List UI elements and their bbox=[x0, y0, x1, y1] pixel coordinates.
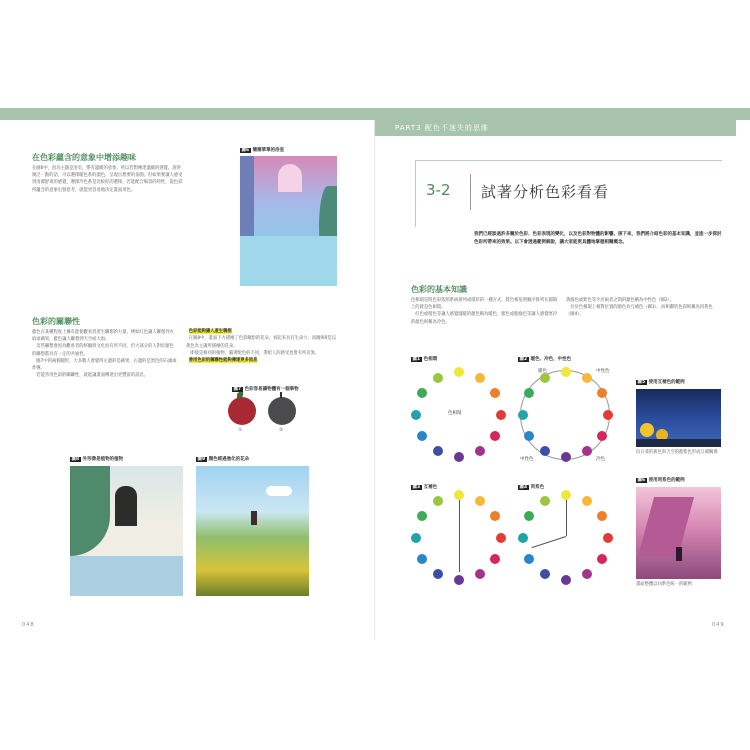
cool-label: 冷色 bbox=[596, 457, 605, 462]
analogous-wheel bbox=[518, 490, 614, 586]
chapter-title: 試著分析色彩看看 bbox=[481, 183, 610, 201]
figure-number: 圖8 bbox=[71, 457, 80, 462]
part-title: 配色不迷失的思維 bbox=[424, 124, 489, 132]
figure-number: 圖3 bbox=[412, 485, 421, 490]
leaf-icon bbox=[237, 392, 243, 398]
figure-caption: 互補色 bbox=[423, 485, 438, 490]
header-band bbox=[0, 108, 750, 120]
section-text-basics-col1: 色相環是將色彩依照系統排列成環狀的一種方式，將色相依照順序排列在圓環上的就是色相環。 紅色或橙色等讓人感覺溫暖的顏色稱為暖色，藍色或藍綠色等讓人感覺寒冷的顏色則稱為冷色。 bbox=[411, 298, 558, 325]
figure-number: 圖6 bbox=[241, 148, 250, 153]
figure-5-description: 向日葵的黃色與天空的藍紫色形成互補關係 bbox=[636, 450, 718, 455]
page-number-left: 048 bbox=[22, 622, 35, 628]
pink-scene-illustration bbox=[636, 487, 721, 579]
temperature-wheel bbox=[518, 367, 614, 463]
figure-label-6-right bbox=[636, 477, 685, 483]
figure-label-6 bbox=[240, 147, 284, 153]
figure-label-1 bbox=[411, 356, 437, 362]
gray-circle bbox=[268, 397, 296, 425]
figure-number: 圖6 bbox=[637, 478, 646, 483]
sunflower-illustration bbox=[636, 389, 721, 447]
figure-caption: 使用同系色的範例 bbox=[648, 478, 685, 483]
figure-caption: 顏色經過強化的花朵 bbox=[208, 457, 250, 462]
neutral-label: 中性色 bbox=[596, 369, 610, 374]
section-text-basics-col2: 黃綠色或紫色等介於兩者之間的顏色稱為中性色（圖2）。 位於色相環上相對位置的顏色為互補色（圖3），而相鄰的色彩則稱為同系色（圖4）。 bbox=[566, 298, 713, 318]
figure-caption: 色相環 bbox=[423, 357, 438, 362]
figure-label-8 bbox=[70, 456, 123, 462]
warm-label: 暖色 bbox=[538, 369, 547, 374]
figure-caption: 簡簡單單的浴室 bbox=[252, 148, 285, 153]
chapter-number: 3-2 bbox=[426, 181, 451, 199]
plant-illustration bbox=[70, 466, 183, 596]
wheel-center-label: 色相環 bbox=[448, 411, 462, 416]
figure-number: 圖7 bbox=[233, 387, 242, 392]
chapter-intro: 我們已經談過許多關於色彩、色彩表現的變化，以及色彩對物體的影響。接下來，我們將介紹色彩的基本知識，並進一步探討色彩所帶來的效果。以下會透過範例解說，讓大家能更具體地掌握相關概念。 bbox=[474, 232, 722, 245]
highlight-text: 色彩能夠讓人產生聯想 bbox=[188, 329, 232, 335]
paragraph: 在圖8中，畫面下方描繪了色彩繽紛的花朵，看起來具有生命力；而圖9則是以黃色為主調所描繪的花朵。 即使是相同的植物，隨著配色的不同，帶給人的感受也會有所差異。 bbox=[186, 336, 336, 356]
flower-field-illustration bbox=[196, 466, 309, 596]
figure-number: 圖1 bbox=[412, 357, 421, 362]
section-title-basics: 色彩的基本知識 bbox=[411, 285, 467, 294]
circle-label: ② bbox=[279, 428, 284, 433]
section-text-imagery: 在圖6中，因為主題是浴室，帶有溫暖的意象，所以若想傳達溫暖的感覺，說得 廣泛一點的話，可以選擇暖色系的顏色，呈現出想要的氛圍。但如果要讓人感受 到清潔舒爽的感覺，選擇冷色系是比較好的選擇。若能配合場景的特性，從色彩 所蘊含的意象出發思考，就能更容易地決定畫面用色。 bbox=[32, 166, 183, 193]
figure-caption: 同系色 bbox=[530, 485, 545, 490]
chapter-divider bbox=[470, 174, 471, 210]
red-circle bbox=[228, 397, 256, 425]
figure-caption: 使用互補色的範例 bbox=[648, 380, 685, 385]
figure-label-2 bbox=[518, 356, 571, 362]
figure-label-9 bbox=[196, 456, 249, 462]
figure-number: 圖4 bbox=[519, 485, 528, 490]
figure-6-description: 畫面整體以同系色統一的範例 bbox=[636, 582, 692, 587]
fuse-icon bbox=[280, 392, 282, 398]
figure-number: 圖5 bbox=[637, 380, 646, 385]
figure-label-5 bbox=[636, 379, 685, 385]
section-title-association: 色彩的關聯性 bbox=[32, 317, 80, 326]
part-label: PART3 bbox=[395, 124, 422, 132]
figure-number: 圖2 bbox=[519, 357, 528, 362]
section-title-imagery: 在色彩蘊含的意象中增添趣味 bbox=[32, 153, 136, 162]
page-number-right: 049 bbox=[712, 622, 725, 628]
page-gutter bbox=[374, 120, 375, 640]
figure-number: 圖9 bbox=[197, 457, 206, 462]
section-text-association-col1: 顏色在某種程度上擁有能使觀看者產生聯想的力量，例如紅色讓人聯想到火焰或蘋果，藍色讓人聯想到天空或大海。 這些聯想會因為觀看者的經驗與文化而有所不同，但大部分的人對於顏色的聯想都具有一定的共通性。 圖7中的兩個圓形，大多數人會覺得左邊的是蘋果，右邊的是黑色的石頭或炸彈。 若能善用色彩的關聯性，就能讓畫面傳達出更豐富的訊息。 bbox=[32, 330, 177, 379]
highlight-text: 善用色彩的關聯性能夠傳達更多訊息 bbox=[188, 358, 258, 364]
complement-wheel bbox=[411, 490, 507, 586]
neutral-label: 中性色 bbox=[520, 457, 534, 462]
figure-caption: 色彩容易讓物體有一個事物 bbox=[244, 387, 299, 392]
figure-caption: 外形像是植物的植物 bbox=[82, 457, 124, 462]
section-text-association-col2 bbox=[186, 321, 336, 364]
part-tab bbox=[375, 120, 736, 136]
figure-caption: 暖色、冷色、中性色 bbox=[530, 357, 572, 362]
circle-label: ① bbox=[238, 428, 243, 433]
bathroom-illustration bbox=[240, 156, 337, 286]
